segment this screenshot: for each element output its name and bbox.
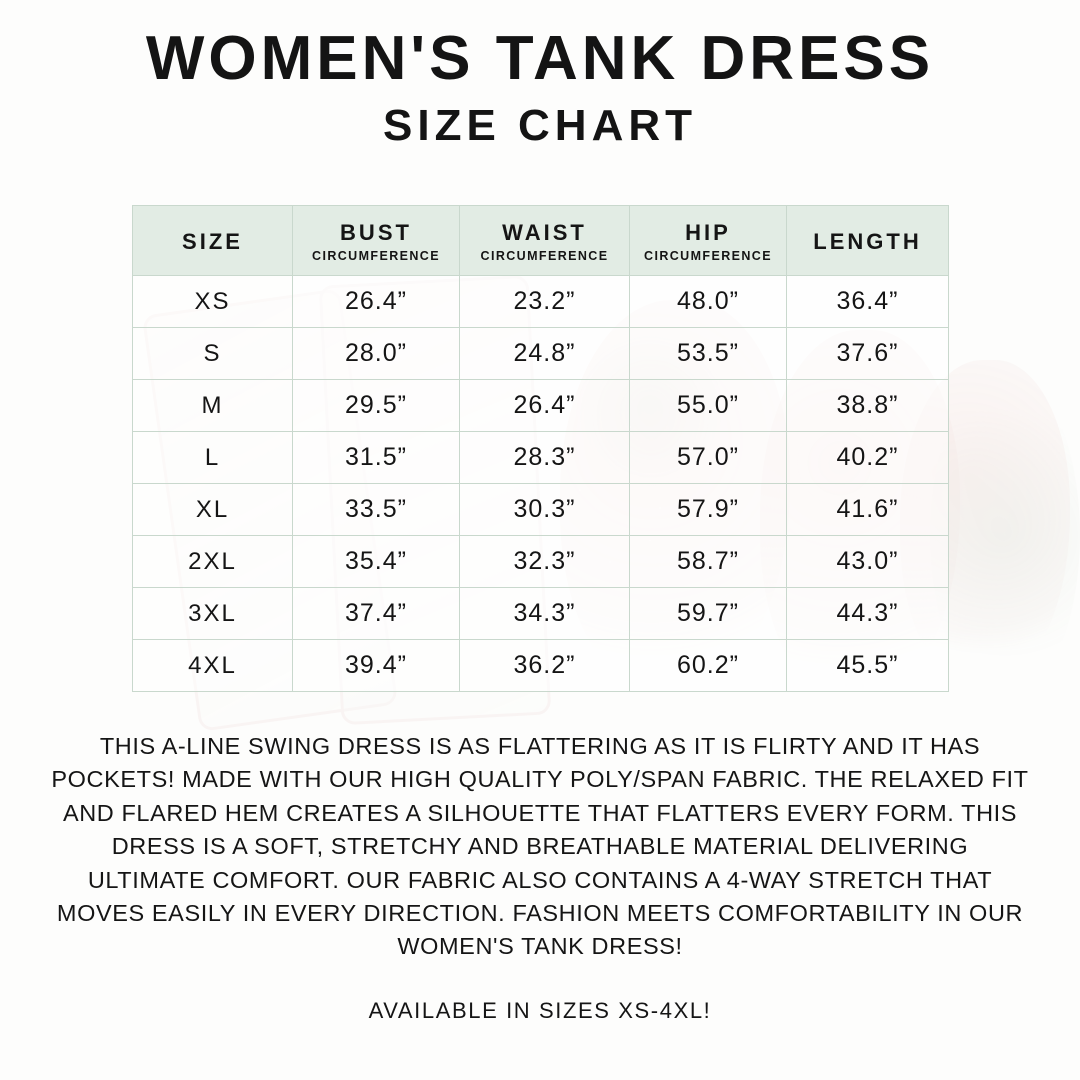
cell-bust: 39.4” <box>293 640 460 692</box>
cell-hip: 58.7” <box>630 536 787 588</box>
table-row <box>133 640 949 692</box>
cell-size: 4XL <box>133 640 293 692</box>
cell-size: XS <box>133 276 293 328</box>
column-header-waist-sub: CIRCUMFERENCE <box>480 249 609 264</box>
cell-waist: 32.3” <box>460 536 630 588</box>
table-header-row <box>133 206 949 276</box>
cell-length: 40.2” <box>787 432 949 484</box>
cell-waist: 36.2” <box>460 640 630 692</box>
column-header-waist-main: WAIST <box>502 220 587 246</box>
cell-waist: 30.3” <box>460 484 630 536</box>
column-header-hip-sub: CIRCUMFERENCE <box>644 249 772 264</box>
cell-size: M <box>133 380 293 432</box>
cell-waist: 28.3” <box>460 432 630 484</box>
cell-waist: 24.8” <box>460 328 630 380</box>
table-row <box>133 276 949 328</box>
cell-size: L <box>133 432 293 484</box>
cell-hip: 59.7” <box>630 588 787 640</box>
table-row <box>133 380 949 432</box>
column-header-length <box>787 206 949 276</box>
table-row <box>133 328 949 380</box>
column-header-hip <box>630 206 787 276</box>
cell-bust: 37.4” <box>293 588 460 640</box>
cell-waist: 23.2” <box>460 276 630 328</box>
cell-bust: 26.4” <box>293 276 460 328</box>
cell-size: 2XL <box>133 536 293 588</box>
table-row <box>133 432 949 484</box>
column-header-size-main: SIZE <box>182 228 243 254</box>
table-row <box>133 588 949 640</box>
cell-length: 37.6” <box>787 328 949 380</box>
cell-bust: 31.5” <box>293 432 460 484</box>
page-subtitle: SIZE CHART <box>383 101 697 151</box>
column-header-waist <box>460 206 630 276</box>
cell-hip: 57.0” <box>630 432 787 484</box>
cell-hip: 53.5” <box>630 328 787 380</box>
cell-length: 38.8” <box>787 380 949 432</box>
cell-size: 3XL <box>133 588 293 640</box>
table-body <box>133 276 949 692</box>
cell-bust: 29.5” <box>293 380 460 432</box>
column-header-size <box>133 206 293 276</box>
cell-size: S <box>133 328 293 380</box>
availability-note: AVAILABLE IN SIZES XS-4XL! <box>368 997 712 1023</box>
column-header-hip-main: HIP <box>685 220 731 246</box>
cell-waist: 26.4” <box>460 380 630 432</box>
column-header-bust-main: BUST <box>340 220 412 246</box>
cell-length: 45.5” <box>787 640 949 692</box>
cell-length: 36.4” <box>787 276 949 328</box>
cell-bust: 35.4” <box>293 536 460 588</box>
size-chart-table-wrapper <box>132 205 948 692</box>
size-chart-table <box>132 205 949 692</box>
cell-hip: 57.9” <box>630 484 787 536</box>
cell-hip: 55.0” <box>630 380 787 432</box>
cell-hip: 60.2” <box>630 640 787 692</box>
cell-hip: 48.0” <box>630 276 787 328</box>
cell-waist: 34.3” <box>460 588 630 640</box>
product-description: THIS A-LINE SWING DRESS IS AS FLATTERING AS IT IS FLIRTY AND IT HAS POCKETS! MADE WITH OUR HIGH QUALITY POLY/SPAN FABRIC. THE RELAXED FIT AND FLARED HEM CREATES A SILHOUETTE THAT FLATTERS EVERY FORM. THIS DRESS IS A SOFT, STRETCHY AND BREATHABLE MATERIAL DELIVERING ULTIMATE COMFORT. OUR FABRIC ALSO CONTAINS A 4-WAY STRETCH THAT MOVES EASILY IN EVERY DIRECTION. FASHION MEETS COMFORTABILITY IN OUR WOMEN'S TANK DRESS! <box>51 733 1029 960</box>
page-title: WOMEN'S TANK DRESS <box>145 24 935 93</box>
cell-size: XL <box>133 484 293 536</box>
column-header-length-main: LENGTH <box>813 228 922 254</box>
watermark-foliage-1 <box>930 370 1080 700</box>
table-header <box>133 206 949 276</box>
page-header <box>0 0 1080 151</box>
table-row <box>133 536 949 588</box>
cell-length: 41.6” <box>787 484 949 536</box>
column-header-bust-sub: CIRCUMFERENCE <box>312 249 440 264</box>
column-header-bust <box>293 206 460 276</box>
cell-bust: 33.5” <box>293 484 460 536</box>
cell-length: 44.3” <box>787 588 949 640</box>
table-row <box>133 484 949 536</box>
cell-length: 43.0” <box>787 536 949 588</box>
cell-bust: 28.0” <box>293 328 460 380</box>
